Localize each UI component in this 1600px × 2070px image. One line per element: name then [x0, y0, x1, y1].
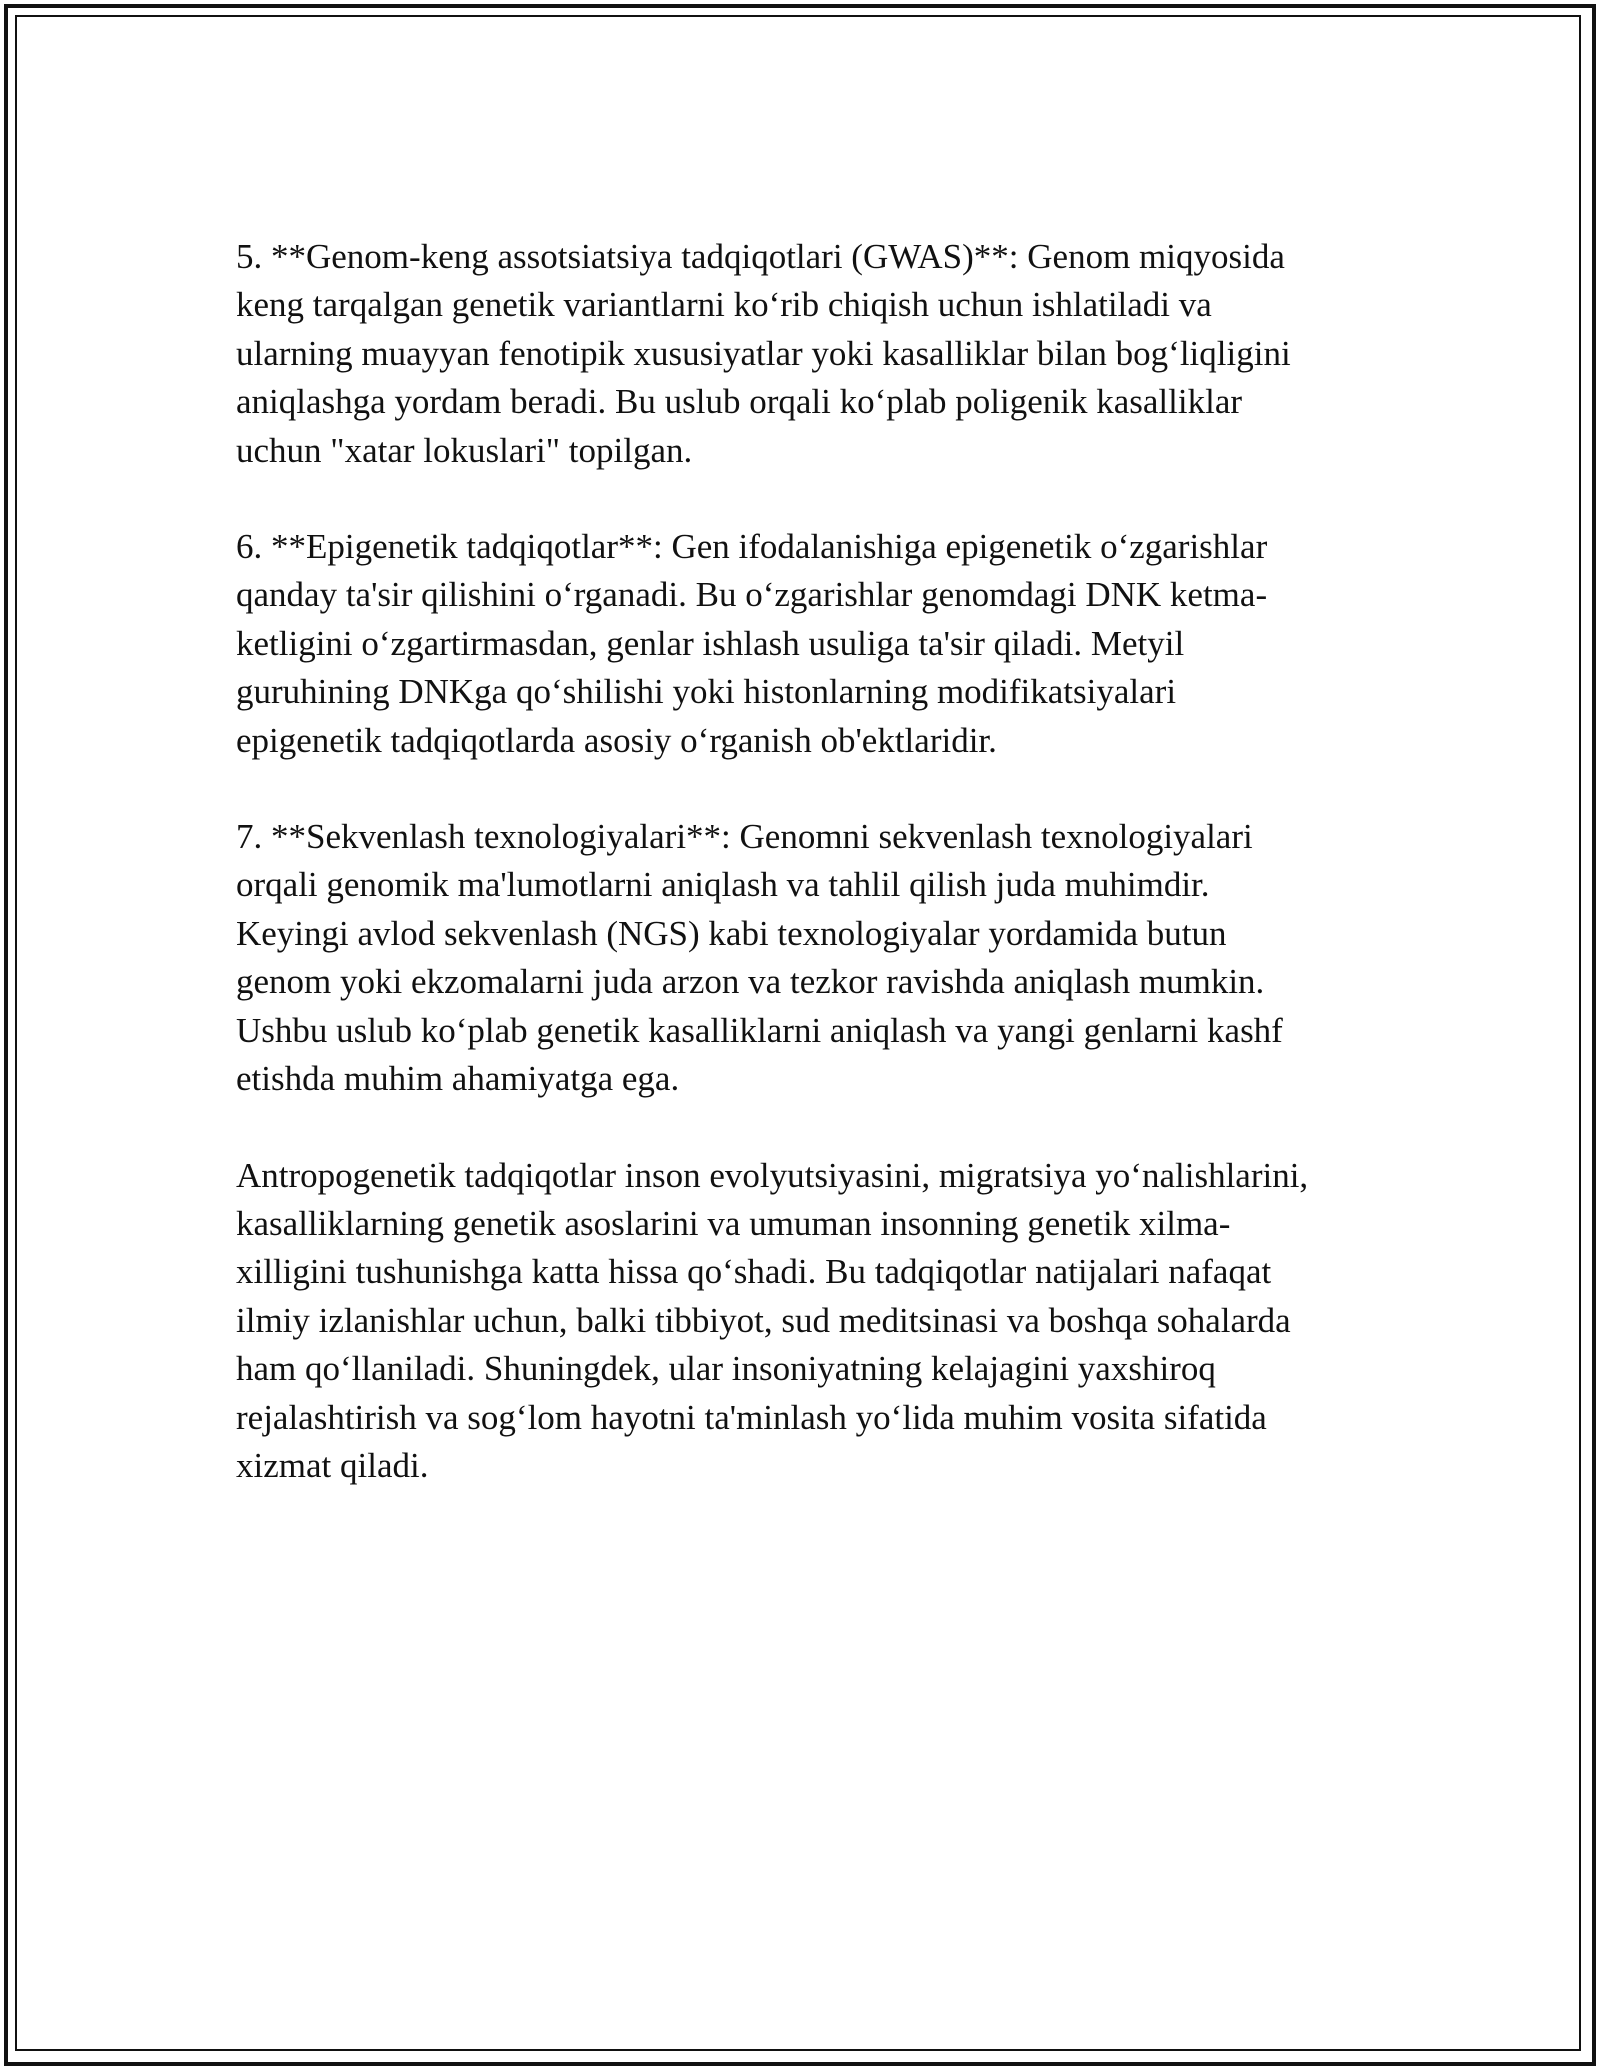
text-line: keng tarqalgan genetik variantlarni koʻrib chiqish uchun ishlatiladi va	[236, 285, 1212, 325]
text-line: Ushbu uslub koʻplab genetik kasalliklarni aniqlash va yangi genlarni kashf	[236, 1010, 1283, 1050]
text-line: orqali genomik ma'lumotlarni aniqlash va tahlil qilish juda muhimdir.	[236, 865, 1210, 905]
text-line: qanday ta'sir qilishini oʻrganadi. Bu oʻzgarishlar genomdagi DNK ketma-	[236, 575, 1268, 615]
paragraph-conclusion	[236, 1152, 1366, 1491]
text-line: guruhining DNKga qoʻshilishi yoki histonlarning modifikatsiyalari	[236, 672, 1177, 712]
paragraph-epigenetics	[236, 523, 1366, 765]
text-line: ularning muayyan fenotipik xususiyatlar yoki kasalliklar bilan bogʻliqligini	[236, 333, 1291, 373]
text-line: xizmat qiladi.	[236, 1445, 429, 1485]
text-line: 6. **Epigenetik tadqiqotlar**: Gen ifodalanishiga epigenetik oʻzgarishlar	[236, 527, 1268, 567]
text-line: ham qoʻllaniladi. Shuningdek, ular insoniyatning kelajagini yaxshiroq	[236, 1349, 1216, 1389]
document-body	[236, 233, 1366, 1538]
text-line: genom yoki ekzomalarni juda arzon va tezkor ravishda aniqlash mumkin.	[236, 962, 1265, 1002]
text-line: 7. **Sekvenlash texnologiyalari**: Genomni sekvenlash texnologiyalari	[236, 817, 1253, 857]
text-line: Keyingi avlod sekvenlash (NGS) kabi texnologiyalar yordamida butun	[236, 913, 1227, 953]
text-line: rejalashtirish va sogʻlom hayotni ta'minlash yoʻlida muhim vosita sifatida	[236, 1397, 1267, 1437]
text-line: epigenetik tadqiqotlarda asosiy oʻrganish ob'ektlaridir.	[236, 720, 997, 760]
text-line: ketligini oʻzgartirmasdan, genlar ishlash usuliga ta'sir qiladi. Metyil	[236, 623, 1185, 663]
text-line: xilligini tushunishga katta hissa qoʻshadi. Bu tadqiqotlar natijalari nafaqat	[236, 1252, 1272, 1292]
text-line: uchun "xatar lokuslari" topilgan.	[236, 430, 693, 470]
text-line: etishda muhim ahamiyatga ega.	[236, 1059, 680, 1099]
text-line: kasalliklarning genetik asoslarini va umuman insonning genetik xilma-	[236, 1203, 1231, 1243]
text-line: 5. **Genom-keng assotsiatsiya tadqiqotlari (GWAS)**: Genom miqyosida	[236, 237, 1285, 276]
text-line: aniqlashga yordam beradi. Bu uslub orqali koʻplab poligenik kasalliklar	[236, 382, 1243, 422]
text-line: Antropogenetik tadqiqotlar inson evolyutsiyasini, migratsiya yoʻnalishlarini,	[236, 1155, 1309, 1195]
paragraph-gwas	[236, 233, 1366, 475]
paragraph-sequencing	[236, 813, 1366, 1103]
text-line: ilmiy izlanishlar uchun, balki tibbiyot, sud meditsinasi va boshqa sohalarda	[236, 1300, 1291, 1340]
